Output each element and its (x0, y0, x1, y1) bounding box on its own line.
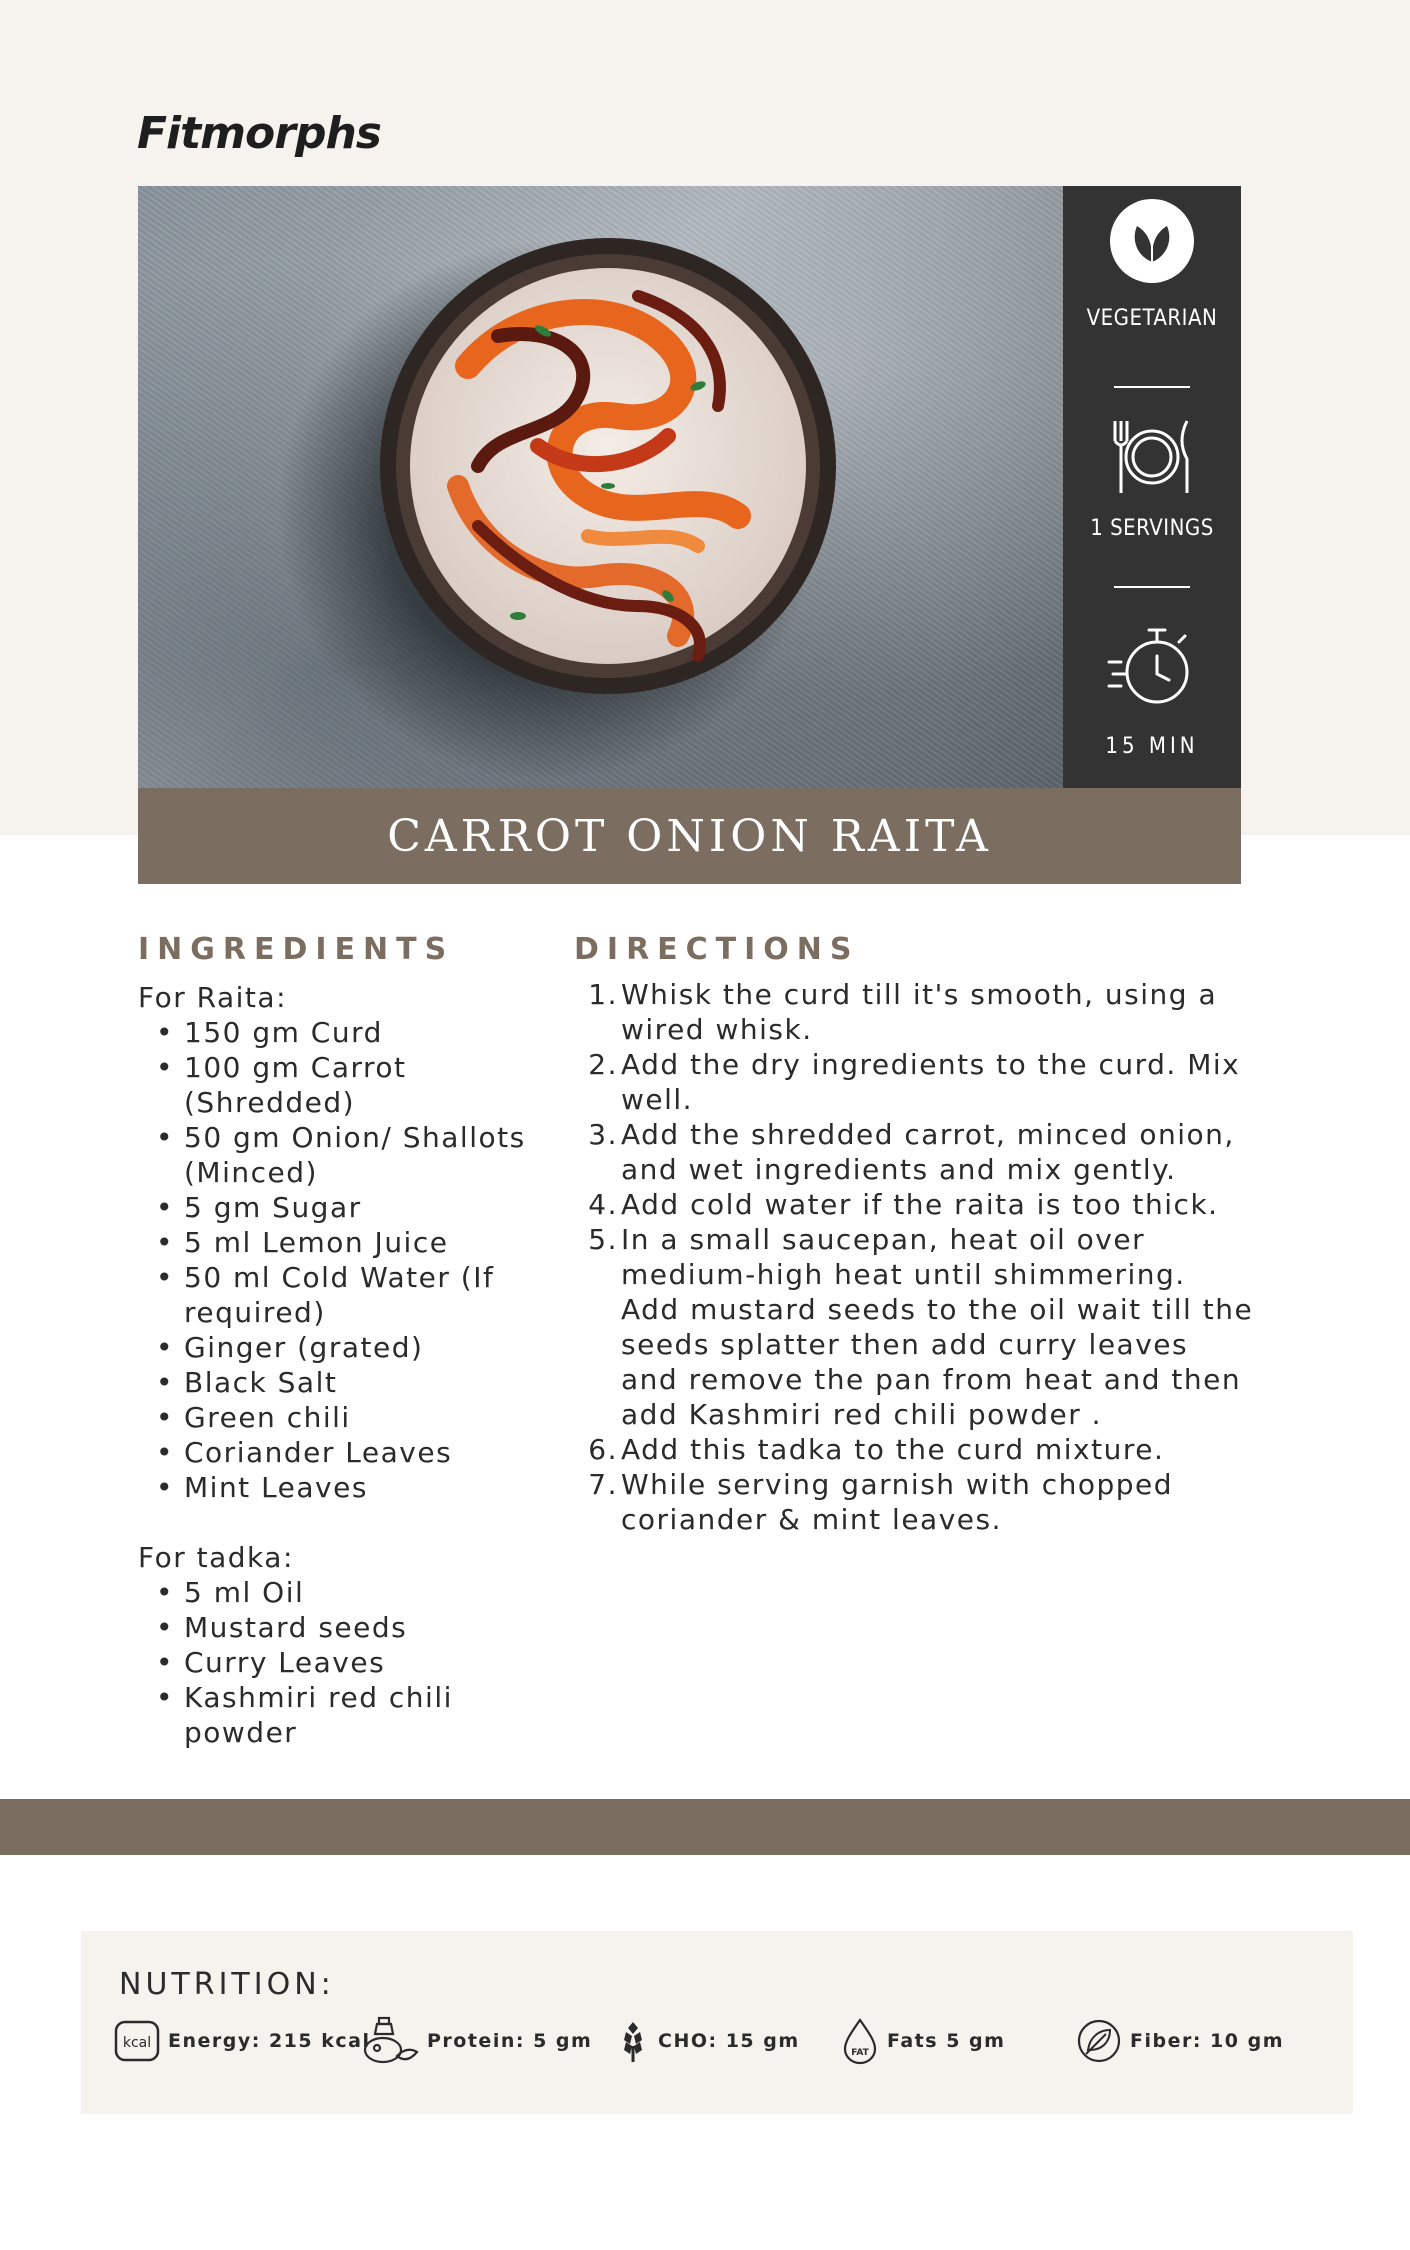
list-item: • 50 gm Onion/ Shallots (Minced) (138, 1120, 538, 1190)
list-item: • 150 gm Curd (138, 1015, 538, 1050)
list-item: • Kashmiri red chili powder (138, 1680, 538, 1750)
dish-photo (138, 186, 1063, 788)
fiber-leaf-icon (1076, 2018, 1122, 2064)
nutrition-box (81, 1931, 1353, 2114)
divider (1114, 586, 1190, 588)
svg-text:FAT: FAT (851, 2048, 869, 2058)
plate-cutlery-icon (1107, 411, 1197, 501)
direction-step: 4. Add cold water if the raita is too thick. (588, 1188, 1219, 1221)
diet-label: VEGETARIAN (1086, 306, 1218, 331)
list-item: • 50 ml Cold Water (If required) (138, 1260, 538, 1330)
directions-heading: DIRECTIONS (574, 932, 860, 967)
list-item: • 5 ml Lemon Juice (138, 1225, 538, 1260)
kcal-icon (114, 2018, 160, 2064)
servings-label: 1 SERVINGS (1090, 516, 1214, 541)
list-item: • Green chili (138, 1400, 538, 1435)
divider (1114, 386, 1190, 388)
list-item: • 5 ml Oil (138, 1575, 538, 1610)
raita-bowl-illustration (138, 186, 1063, 788)
list-item: • Coriander Leaves (138, 1435, 538, 1470)
protein-food-icon (361, 2016, 419, 2066)
nutrition-energy: kcal Energy: 215 kcal (114, 2017, 370, 2065)
ingredients-list (138, 980, 538, 1750)
nutrition-heading: NUTRITION: (119, 1967, 335, 2002)
direction-step: 1. Whisk the curd till it's smooth, using a wired whisk. (588, 978, 1218, 1046)
direction-step: 7. While serving garnish with chopped coriander & mint leaves. (588, 1468, 1174, 1536)
nutrition-fiber: Fiber: 10 gm (1076, 2017, 1284, 2065)
ingredient-group-title: For Raita: (138, 981, 287, 1014)
list-item: • 5 gm Sugar (138, 1190, 538, 1225)
list-item: • Curry Leaves (138, 1645, 538, 1680)
recipe-info-panel (1063, 186, 1241, 788)
recipe-title: CARROT ONION RAITA (387, 810, 992, 862)
nutrition-protein: Protein: 5 gm (361, 2017, 592, 2065)
leaf-icon (1107, 196, 1197, 286)
list-item: • Mustard seeds (138, 1610, 538, 1645)
time-label: 15 MIN (1105, 734, 1199, 759)
directions-list (574, 977, 1254, 1537)
fat-drop-icon (841, 2017, 879, 2065)
direction-step: 3. Add the shredded carrot, minced onion, and wet ingredients and mix gently. (588, 1118, 1235, 1186)
nutrition-fats: FAT Fats 5 gm (841, 2017, 1005, 2065)
direction-step: 2. Add the dry ingredients to the curd. Mix well. (588, 1048, 1241, 1116)
nutrition-cho: CHO: 15 gm (616, 2017, 800, 2065)
svg-text:kcal: kcal (122, 2035, 152, 2051)
list-item: • Mint Leaves (138, 1470, 538, 1505)
ingredient-group-title: For tadka: (138, 1541, 294, 1574)
recipe-title-bar (138, 788, 1241, 884)
list-item: • Black Salt (138, 1365, 538, 1400)
direction-step: 5. In a small saucepan, heat oil over medium-high heat until shimmering. Add mustard seeds to the oil wait till the seeds splatter then add curry leaves and remove the pan from heat and then add Kashmiri red chili powder . (588, 1223, 1254, 1431)
list-item: • Ginger (grated) (138, 1330, 538, 1365)
direction-step: 6. Add this tadka to the curd mixture. (588, 1433, 1165, 1466)
footer-band (0, 1799, 1410, 1855)
wheat-icon (616, 2018, 650, 2064)
list-item: • 100 gm Carrot (Shredded) (138, 1050, 538, 1120)
brand-logo: Fitmorphs (137, 108, 381, 159)
stopwatch-icon (1107, 616, 1197, 716)
ingredients-heading: INGREDIENTS (138, 932, 455, 967)
